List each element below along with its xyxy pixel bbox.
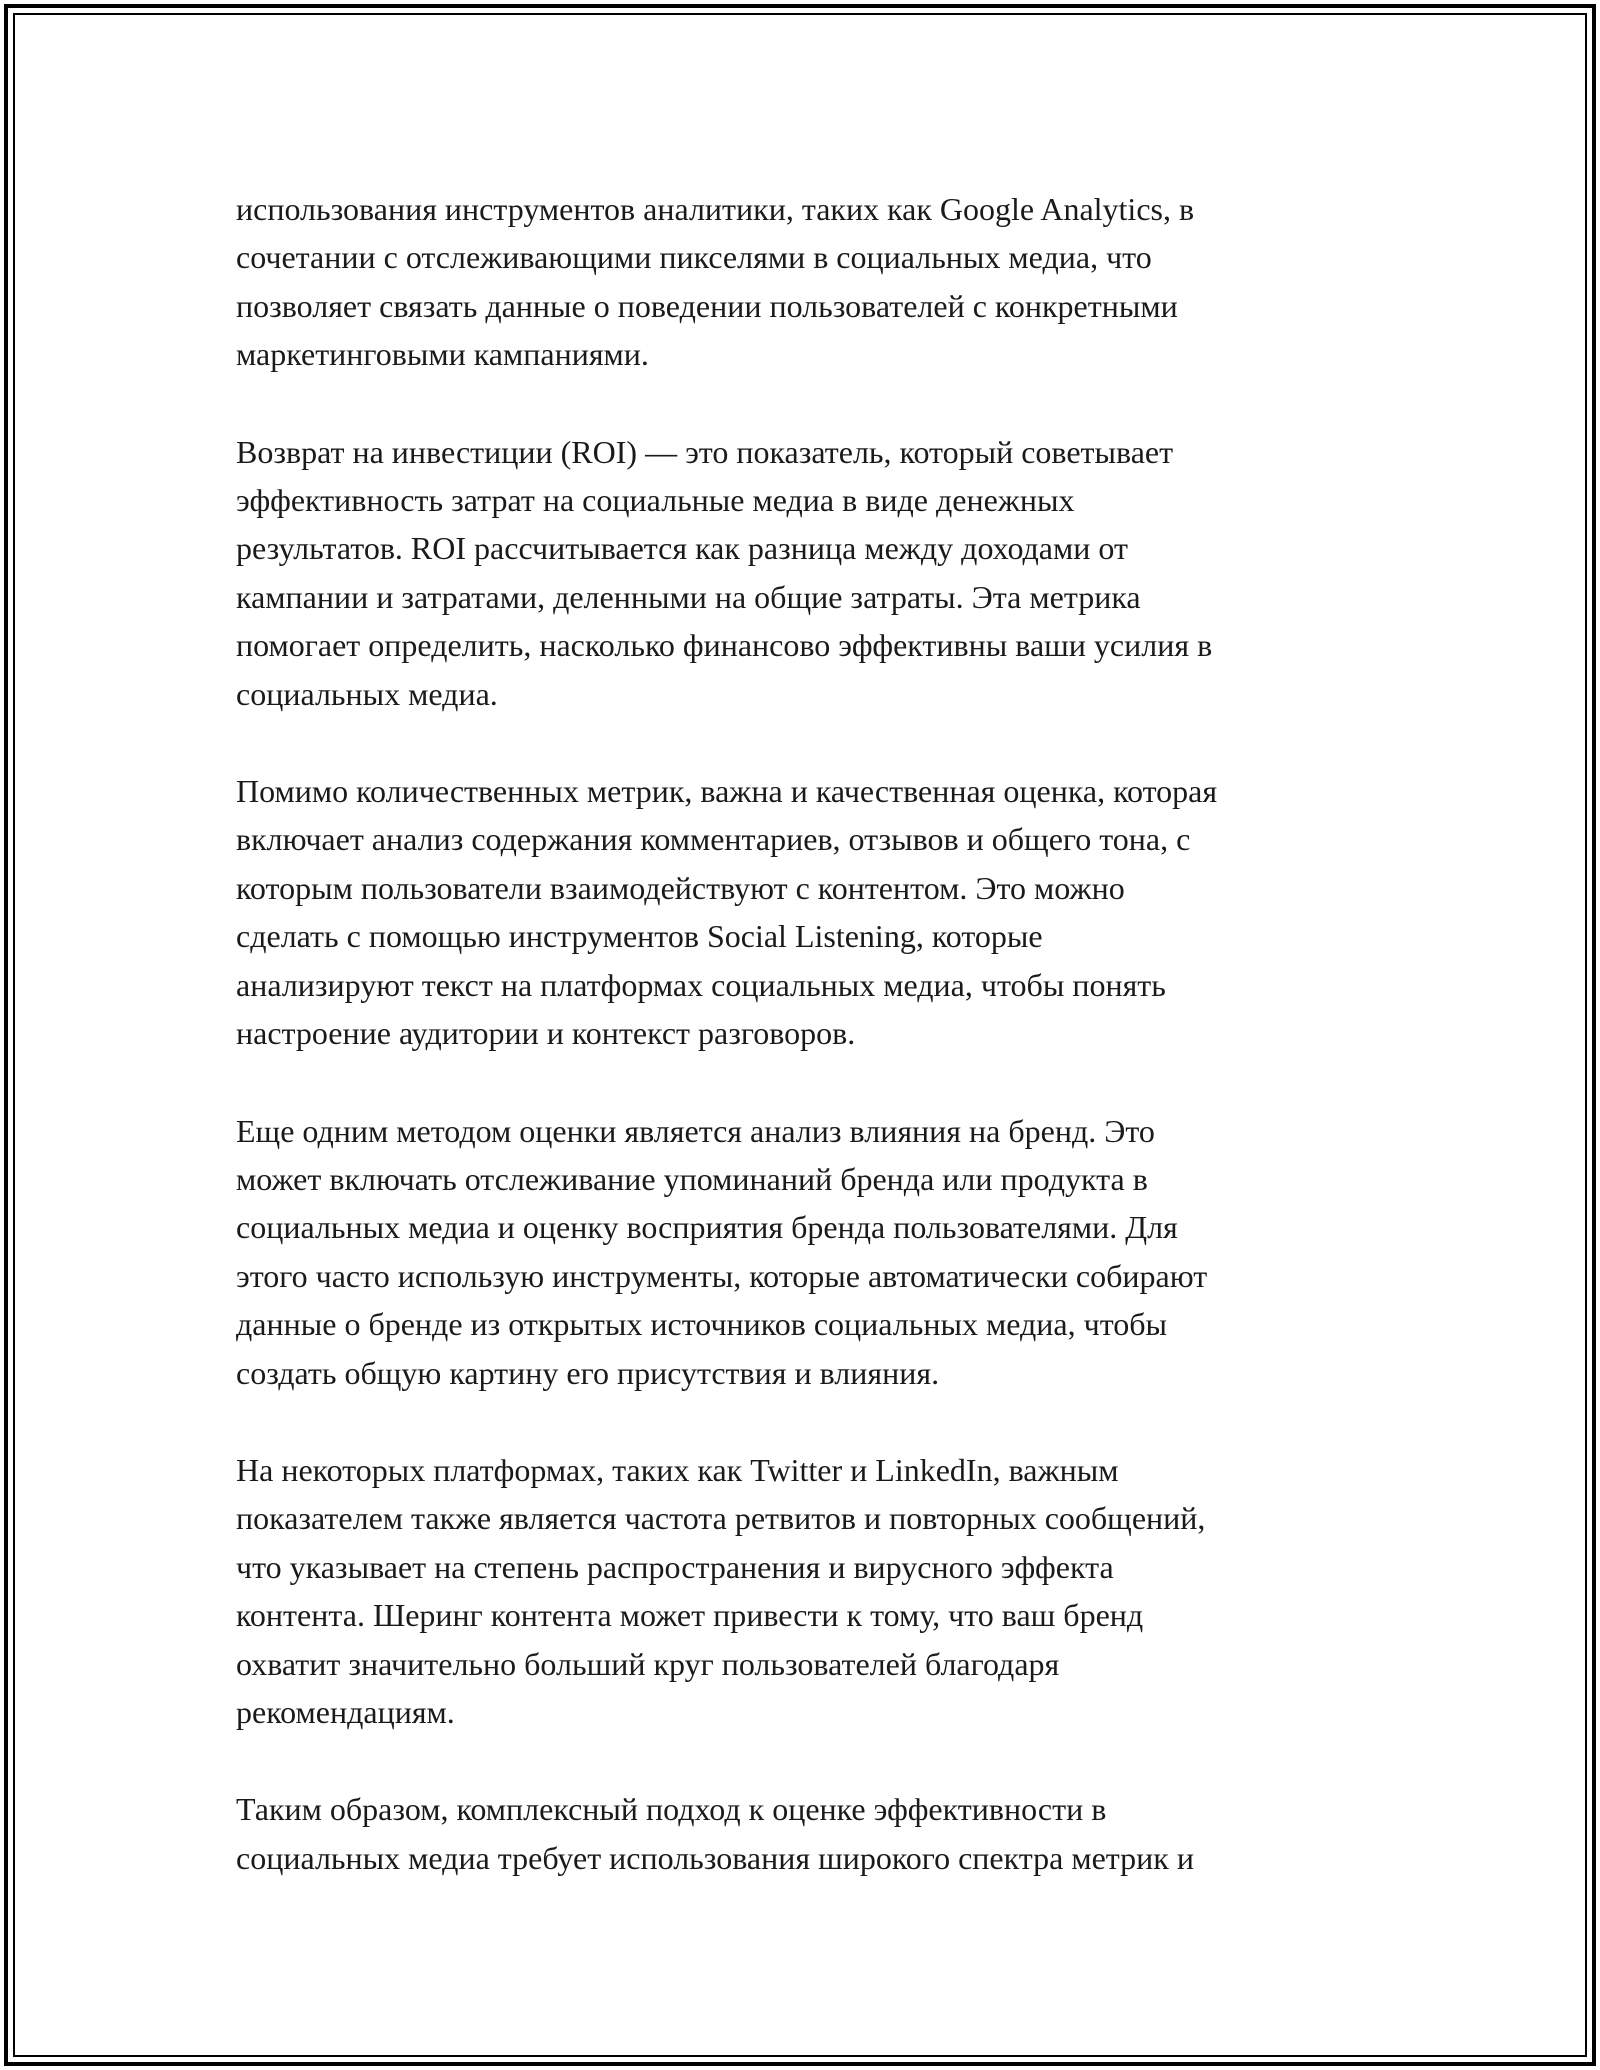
text-line: кампании и затратами, деленными на общие затраты. Эта метрика [236, 578, 1141, 615]
text-line: анализируют текст на платформах социальных медиа, чтобы понять [236, 966, 1166, 1003]
text-line: маркетинговыми кампаниями. [236, 336, 649, 373]
text-line: Помимо количественных метрик, важна и качественная оценка, которая [236, 773, 1218, 810]
paragraph-brand-impact [236, 1107, 1376, 1397]
text-line: позволяет связать данные о поведении пользователей с конкретными [236, 287, 1178, 324]
text-line: настроение аудитории и контекст разговоров. [236, 1015, 856, 1052]
text-line: создать общую картину его присутствия и влияния. [236, 1354, 940, 1391]
text-line: сочетании с отслеживающими пикселями в социальных медиа, что [236, 239, 1152, 276]
text-line: Еще одним методом оценки является анализ влияния на бренд. Это [236, 1112, 1155, 1149]
text-line: социальных медиа и оценку восприятия бренда пользователями. Для [236, 1209, 1178, 1246]
text-line: включает анализ содержания комментариев, отзывов и общего тона, с [236, 821, 1191, 858]
paragraph-qualitative-assessment [236, 767, 1376, 1057]
text-line: использования инструментов аналитики, таких как Google Analytics, в [236, 191, 1195, 227]
text-line: которым пользователи взаимодействуют с контентом. Это можно [236, 869, 1125, 906]
paragraph-analytics-tools [236, 185, 1376, 379]
text-line: На некоторых платформах, таких как Twitter и LinkedIn, важным [236, 1451, 1119, 1488]
paragraph-roi [236, 428, 1376, 718]
paragraph-conclusion [236, 1785, 1376, 1882]
text-line: данные о бренде из открытых источников социальных медиа, чтобы [236, 1306, 1168, 1343]
text-line: этого часто использую инструменты, которые автоматически собирают [236, 1257, 1208, 1294]
text-line: результатов. ROI рассчитывается как разница между доходами от [236, 530, 1128, 567]
text-line: охватит значительно больший круг пользователей благодаря [236, 1645, 1060, 1682]
text-line: социальных медиа. [236, 675, 498, 712]
text-line: контента. Шеринг контента может привести к тому, что ваш бренд [236, 1597, 1144, 1634]
text-line: может включать отслеживание упоминаний бренда или продукта в [236, 1160, 1148, 1197]
text-line: Таким образом, комплексный подход к оценке эффективности в [236, 1791, 1107, 1828]
text-line: социальных медиа требует использования широкого спектра метрик и [236, 1839, 1194, 1876]
text-line: эффективность затрат на социальные медиа в виде денежных [236, 482, 1075, 519]
paragraph-sharing-metrics [236, 1446, 1376, 1736]
text-line: показателем также является частота ретвитов и повторных сообщений, [236, 1500, 1206, 1537]
text-line: рекомендациям. [236, 1693, 455, 1730]
text-line: сделать с помощью инструментов Social Listening, которые [236, 918, 1043, 955]
text-line: Возврат на инвестиции (ROI) — это показатель, который советывает [236, 433, 1174, 470]
document-body [236, 185, 1376, 1931]
text-line: что указывает на степень распространения и вирусного эффекта [236, 1548, 1114, 1585]
text-line: помогает определить, насколько финансово эффективны ваши усилия в [236, 627, 1213, 664]
